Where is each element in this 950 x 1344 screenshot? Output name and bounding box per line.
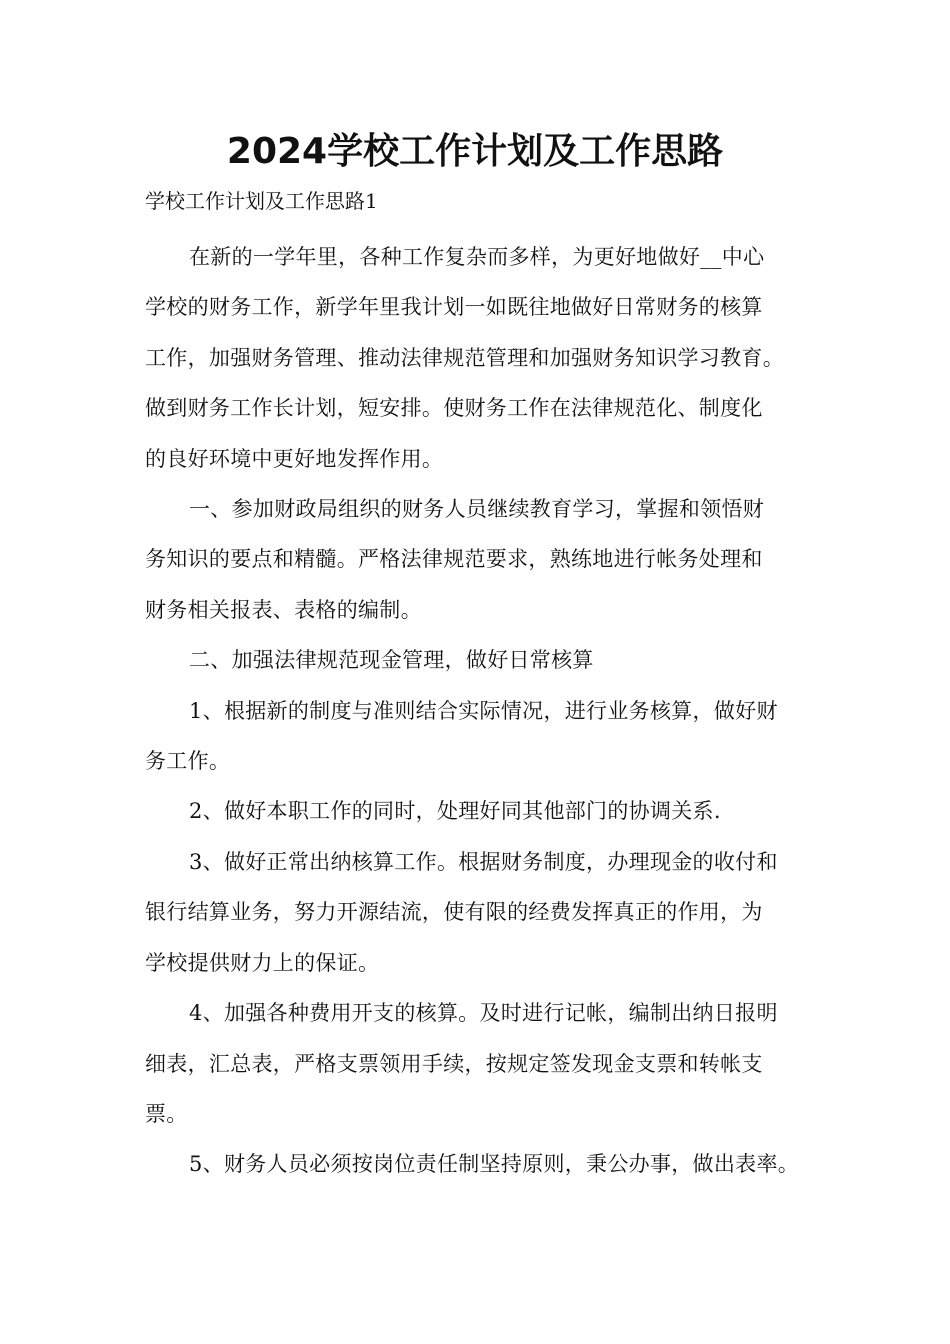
text-line: 5、财务人员必须按岗位责任制坚持原则，秉公办事，做出表率。 — [189, 1152, 800, 1177]
paragraph — [145, 635, 807, 685]
text-line: 4、加强各种费用开支的核算。及时进行记帐，编制出纳日报明 — [189, 1001, 778, 1026]
paragraph — [145, 1139, 807, 1189]
text-line: 学校的财务工作，新学年里我计划一如既往地做好日常财务的核算 — [145, 295, 763, 320]
paragraph — [145, 837, 807, 988]
paragraph — [145, 232, 807, 484]
document-body — [145, 232, 807, 1190]
text-line: 细表，汇总表，严格支票领用手续，按规定签发现金支票和转帐支 — [145, 1051, 763, 1076]
text-line: 二、加强法律规范现金管理，做好日常核算 — [189, 648, 594, 673]
text-line: 3、做好正常出纳核算工作。根据财务制度，办理现金的收付和 — [189, 849, 778, 874]
text-line: 票。 — [145, 1101, 188, 1126]
paragraph — [145, 786, 807, 836]
text-line: 工作，加强财务管理、推动法律规范管理和加强财务知识学习教育。 — [145, 345, 784, 370]
text-line: 银行结算业务，努力开源结流，使有限的经费发挥真正的作用，为 — [145, 900, 763, 925]
text-line: 的良好环境中更好地发挥作用。 — [145, 446, 444, 471]
paragraph — [145, 988, 807, 1139]
text-line: 做到财务工作长计划，短安排。使财务工作在法律规范化、制度化 — [145, 396, 763, 421]
text-line: 一、参加财政局组织的财务人员继续教育学习，掌握和领悟财 — [189, 497, 765, 522]
text-line: 学校提供财力上的保证。 — [145, 950, 380, 975]
text-line: 2、做好本职工作的同时，处理好同其他部门的协调关系. — [189, 799, 721, 824]
text-line: 1、根据新的制度与准则结合实际情况，进行业务核算，做好财 — [189, 698, 778, 723]
section-heading: 学校工作计划及工作思路1 — [145, 189, 378, 213]
document-title: 2024学校工作计划及工作思路 — [226, 131, 724, 172]
text-line: 务知识的要点和精髓。严格法律规范要求，熟练地进行帐务处理和 — [145, 547, 763, 572]
text-line: 务工作。 — [145, 749, 231, 774]
paragraph — [145, 484, 807, 635]
paragraph — [145, 686, 807, 787]
text-line: 财务相关报表、表格的编制。 — [145, 597, 422, 622]
text-line: 在新的一学年里，各种工作复杂而多样，为更好地做好__中心 — [189, 245, 765, 269]
